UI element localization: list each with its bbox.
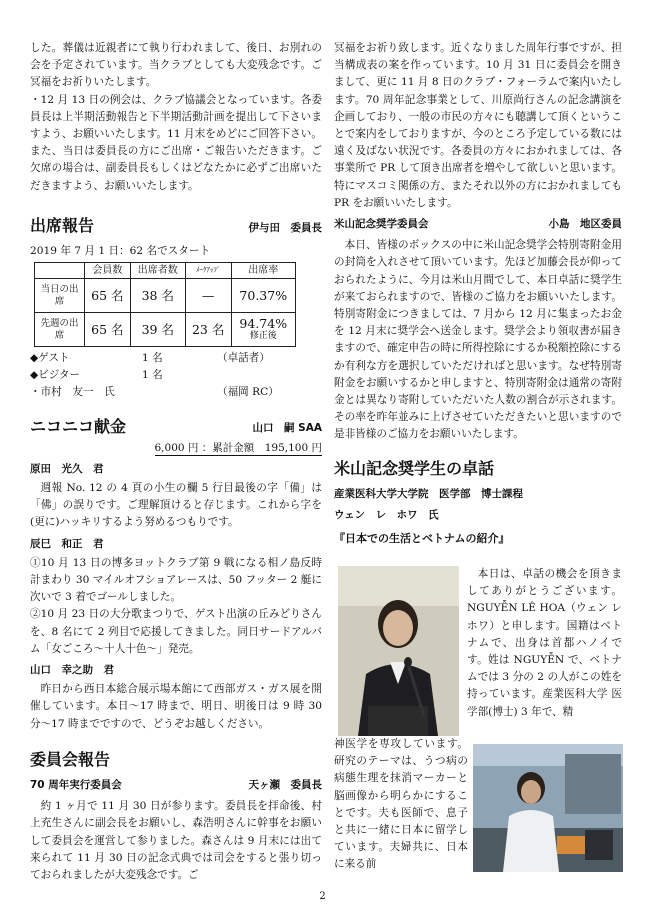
nikoniko-member-name: 辰巳 和正 君 (30, 537, 104, 550)
attendance-row (35, 313, 296, 347)
page-number: 2 (319, 890, 326, 902)
attendance-row-attendees: 39 名 (130, 313, 185, 347)
talk-speaker: ウェン レ ホワ 氏 (334, 508, 439, 521)
nikoniko-heading (30, 416, 322, 438)
lab-photo-illustration (473, 744, 623, 872)
committee-continued-paragraph: 冥福をお祈り致します。近くなりました周年行事ですが、担当構成表の案を作っています。10 月 31 日に委員会を開きまして、更に 11 月 8 日のクラブ・フォーラムで案内いたします。70 周年記念事業として、川原尚行さんの記念講演を企画しており、一般の市民の方々にも聴講して頂くということで案内をしておりますが、今のところ予定している数には遠く及ばない状況です。各委員の方々におかれましては、各事業所で PR して頂き出席者を増やして欲しいと思います。特にマスコミ関係の方、またそれ以外の方におかれましても PR をお願いいたします。 (334, 42, 622, 209)
attendance-row-label: 先週の出席 (35, 313, 85, 347)
committee-heading (30, 749, 322, 771)
right-column (334, 40, 622, 553)
talk-paragraph-wide: 神医学を専攻しています。研究のテーマは、うつ病の病態生理を抹消マーカーと脳画像から明らかにすることです。夫も医師で、息子と共に一緒に日本に留学しています。夫婦共に、日本に来る前 (334, 738, 468, 871)
nikoniko-message: 昨日から西日本総合展示場本館にて西部ガス・ガス展を開催しています。本日〜17 時まで、明日、明後日は 9 時 30 分〜17 時までですので、どうぞお越しください。 (30, 683, 322, 730)
guest-line (30, 384, 322, 401)
talk-section-title: 米山記念奨学生の卓話 (334, 458, 495, 478)
attendance-header-blank (35, 263, 85, 279)
attendance-start-line: 2019 年 7 月 1 日：62 名でスタート (30, 244, 211, 257)
nikoniko-member-name: 原田 光久 君 (30, 462, 104, 475)
talk-paragraph-narrow-block (467, 566, 622, 721)
talk-affiliation: 産業医科大学大学院 医学部 博士課程 (334, 487, 523, 500)
talk-paragraph-narrow: 本日は、卓話の機会を頂きましてありがとうございます。NGUYỄN LÊ HOA（ウェン レ ホワ）と申します。国籍はベトナムで、出身は首都ハノイです。姓は NGUYỄN で、ベトナムでは 3 分の 2 の人がこの姓を持っています。産業医科大学 医学部(博士) 3 年で、精 (467, 568, 622, 718)
talk-heading (334, 458, 622, 480)
talk-title: 『日本での生活とベトナムの紹介』 (334, 532, 510, 546)
nikoniko-message: ①10 月 13 日の博多ヨットクラブ第 9 戦になる相ノ島反時計まわり 30 マイルオフショアレースは、50 フッター 2 艇に次いで 3 着でゴールしました。 (30, 556, 322, 604)
attendance-table (34, 262, 296, 347)
nikoniko-title: ニコニコ献金 (30, 416, 127, 436)
attendance-row-rate-note: 修正後 (249, 330, 277, 341)
attendance-header-row (35, 263, 296, 279)
committee-paragraph: 約 1 ヶ月で 11 月 30 日が参ります。委員長を拝命後、村上充生さんに副会長をお願いし、森浩明さんに幹事をお願いして委員会を運営して参りました。森さんは 9 月末には出て来られて 11 月 30 日の記念式典では司会をすると張り切っておられましたが大変残念です。ご (30, 800, 322, 881)
attendance-row-members: 65 名 (85, 279, 131, 313)
attendance-header-attendees: 出席者数 (130, 263, 185, 279)
left-column (30, 40, 322, 884)
attendance-heading (30, 215, 322, 237)
speaker-photo-illustration (338, 566, 459, 736)
attendance-header-rate: 出席率 (231, 263, 295, 279)
scholarship-sub-responsible: 小島 地区委員 (548, 218, 622, 231)
nikoniko-responsible: 山口 嗣 SAA (252, 422, 322, 435)
guest-label: ◆ビジター (30, 369, 81, 382)
lab-photo (473, 744, 623, 872)
attendance-row-rate-cell (231, 313, 295, 347)
committee-sub-responsible: 天ヶ瀬 委員長 (248, 778, 322, 791)
guest-label: ・市村 友一 氏 (30, 386, 115, 399)
donation-total (30, 440, 322, 457)
guest-line (30, 350, 322, 367)
attendance-header-makeup: ﾒｰｸｱｯﾌﾟ (185, 263, 231, 279)
speaker-photo (338, 566, 459, 736)
committee-title: 委員会報告 (30, 749, 111, 769)
attendance-row (35, 279, 296, 313)
committee-sub-heading (30, 777, 322, 794)
attendance-header-members: 会員数 (85, 263, 131, 279)
attendance-row-makeup: — (185, 279, 231, 313)
intro-paragraph-1: した。葬儀は近親者にて執り行われまして、後日、お別れの会を予定されています。当クラブとしても大変残念です。ご冥福をお祈りいたします。 (30, 42, 322, 89)
donation-total-text: 6,000 円 ：累計金額 195,100 円 (154, 441, 322, 454)
scholarship-sub-title: 米山記念奨学委員会 (334, 218, 429, 231)
attendance-row-label: 当日の出席 (35, 279, 85, 313)
scholarship-sub-heading (334, 216, 622, 233)
guest-note: （卓話者） (217, 352, 270, 365)
guest-note: （福岡 RC） (217, 386, 279, 399)
attendance-row-members: 65 名 (85, 313, 131, 347)
attendance-row-makeup: 23 名 (185, 313, 231, 347)
attendance-responsible: 伊与田 委員長 (248, 221, 322, 234)
nikoniko-member-name: 山口 幸之助 君 (30, 664, 114, 677)
attendance-row-attendees: 38 名 (130, 279, 185, 313)
attendance-title: 出席報告 (30, 215, 95, 235)
committee-sub-title: 70 周年実行委員会 (30, 778, 122, 791)
guest-line (30, 367, 322, 384)
guest-count (142, 384, 217, 401)
talk-paragraph-wide-block (334, 736, 468, 874)
nikoniko-message: 週報 No. 12 の 4 頁の小生の欄 5 行目最後の字「備」は「佛」の誤りです。ご理解頂けると存じます。これから字を(更に)ハッキリするよう努めるつもりです。 (30, 482, 322, 529)
nikoniko-message: ②10 月 23 日の大分歌まつりで、ゲスト出演の丘みどりさんを、8 名にて 2 列目で応援してきました。同日サードアルバム「女ごころ〜十人十色〜」発売。 (30, 608, 322, 655)
scholarship-paragraph: 本日、皆様のボックスの中に米山記念奨学会特別寄附金用の封筒を入れさせて頂いています。先ほど加藤会長が仰っておられたように、今月は米山月間でして、本日卓話に奨学生が来ておられますので、皆様のご協力をお願いいたします。特別寄附金につきましては、7 月から 12 月に集まったお金を 12 月末に奨学会へ送金します。奨学会より領収書が届きますので、確定申告の時に所得控除にするか税額控除にするか有利な方を選択していただければと思います。なぜ特別寄附金をお願いするかと申しますと、特別寄附金は通常の寄附金とは異なり寄附していただいた人数の割合が示されます。その率を昨年並みに上げさせていただきたいと思いますので是非皆様のご協力をお願いいたします。 (334, 239, 622, 441)
guest-count: 1 名 (142, 352, 163, 365)
attendance-row-rate: 70.37% (231, 279, 295, 313)
attendance-row-rate: 94.74% (239, 315, 288, 331)
guest-label: ◆ゲスト (30, 352, 70, 365)
intro-paragraph-2: ・12 月 13 日の例会は、クラブ協議会となっています。各委員長は上半期活動報告と下半期活動計画を提出して下さいますよう、お願いいたします。11 月末をめどにご回答下さい。また、当日は委員長の方にご出席・ご報告いただきます。ご欠席の場合は、副委員長もしくはどなたかに必ずご出席いただきますよう、お願いいたします。 (30, 93, 322, 192)
guest-count: 1 名 (142, 369, 163, 382)
